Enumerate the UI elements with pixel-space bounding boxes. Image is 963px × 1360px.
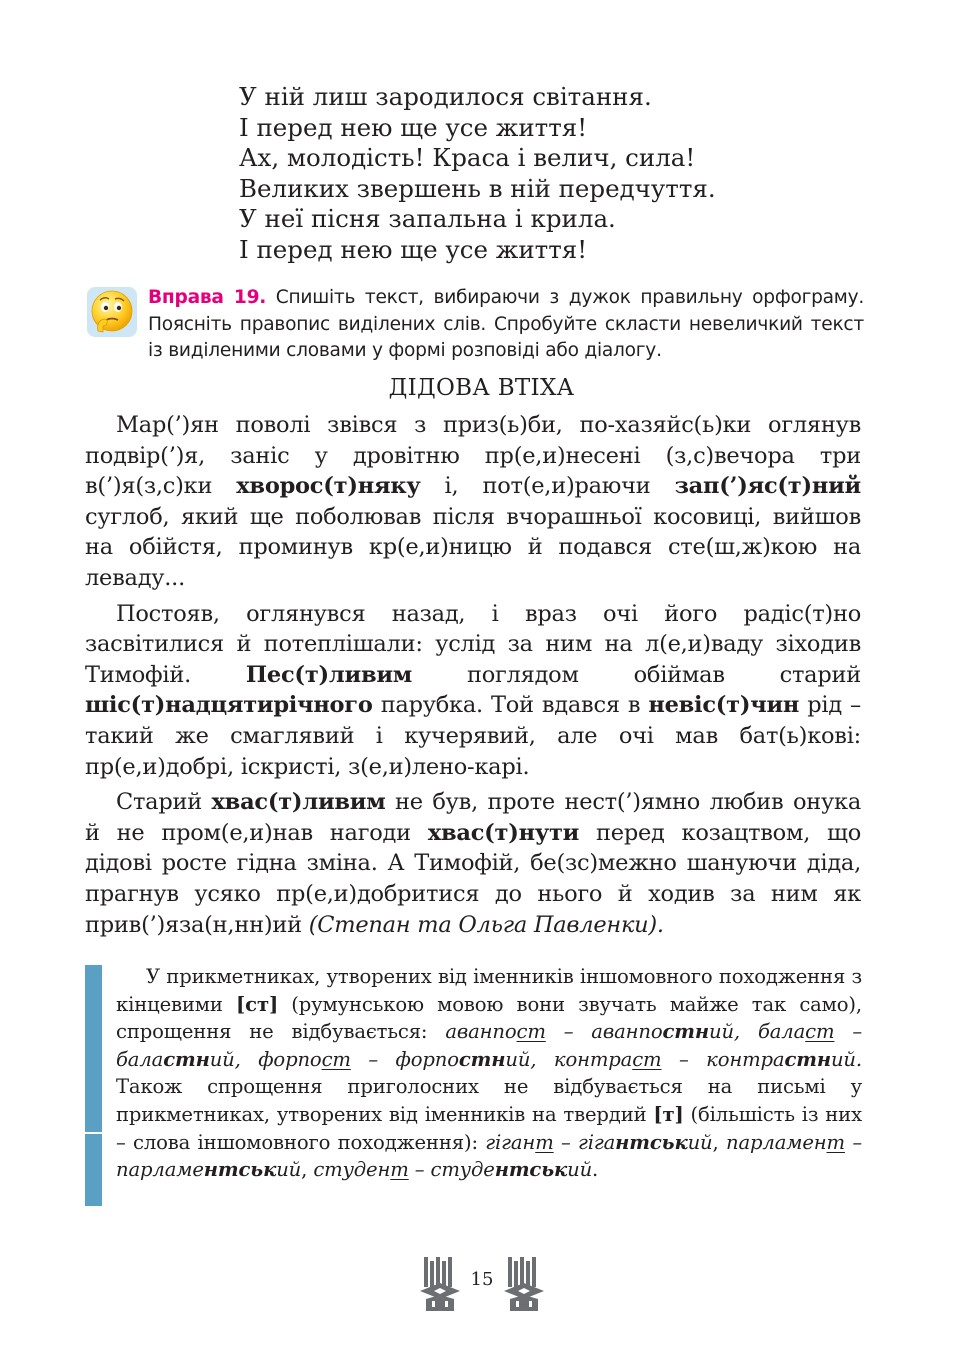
bold-cluster: стн	[458, 1047, 506, 1071]
example-part: парламе	[116, 1158, 204, 1182]
text-run: рід – такий же смаглявий і кучерявий, але очі мав бат(ь)кові: пр(е,и)добрі, іскристі, з(е,и)лено-карі.	[85, 692, 862, 780]
text-run: парубка. Той вдався в	[372, 692, 649, 719]
example-pair	[313, 1158, 592, 1181]
text-run: і, пот(е,и)раючи	[420, 473, 675, 500]
underlined-ending: ст	[321, 1047, 351, 1071]
exercise-instruction	[148, 285, 864, 365]
underlined-ending: ст	[516, 1020, 546, 1044]
poem	[239, 82, 716, 265]
highlighted-word: хвас(т)ливим	[211, 789, 386, 816]
underlined-ending: ст	[632, 1047, 662, 1071]
example-part: –	[545, 1020, 592, 1044]
bold-cluster: стн	[784, 1047, 831, 1071]
example-part: студен	[313, 1158, 391, 1182]
story-title: ДІДОВА ВТІХА	[388, 375, 575, 401]
poem-line: У неї пісня запальна і крила.	[239, 204, 616, 233]
page-footer	[0, 1255, 963, 1315]
poem-line: Великих звершень в ній передчуття.	[239, 173, 716, 203]
example-pair	[445, 1020, 740, 1043]
text-run: Постояв, оглянувся назад, і враз очі його радіс(т)но засвітилися й потеплішали: услід за ним на л(е,и)ваду зіходив Тимофій.	[85, 600, 861, 688]
exercise-text: Спишіть текст, вибираючи з дужок правильну орфограму. Поясніть правопис виділених слів. Спробуйте скласти невеличкий текст із виділеними словами у формі розповіді або діалогу.	[148, 287, 865, 361]
text-run: поглядом обіймав старий	[412, 661, 861, 688]
bold-cluster: нтськ	[494, 1158, 568, 1182]
example-part: контра	[706, 1047, 785, 1071]
poem-line: І перед нею ще усе життя!	[239, 112, 588, 142]
text-run: (більшість із них – слова іншомовного походження):	[116, 1102, 862, 1154]
bold-cluster: стн	[163, 1047, 210, 1071]
page-number: 15	[470, 1269, 494, 1290]
example-part: ий,	[505, 1047, 554, 1071]
example-part: –	[661, 1047, 707, 1071]
rule-accent-bar	[85, 965, 102, 1206]
example-pair	[485, 1131, 712, 1154]
highlighted-word: невіс(т)чин	[648, 692, 800, 719]
example-part: бала	[116, 1047, 164, 1071]
example-part: гіга	[578, 1130, 616, 1154]
example-part: –	[553, 1130, 579, 1154]
example-part: –	[834, 1020, 862, 1044]
example-part: –	[350, 1047, 396, 1071]
bold-cluster: нтськ	[203, 1158, 277, 1182]
example-part: бала	[757, 1020, 806, 1044]
text-run: перед козацтвом, що дідові росте гідна зміна. А Тимофій, бе(зс)межно шануючи діда, прагнув усяко пр(е,и)добритися до нього й ходив за ним як прив(’)яза(н,нн)ий	[85, 819, 862, 938]
underlined-ending: т	[826, 1130, 845, 1154]
thinking-emoji-icon	[86, 286, 138, 338]
rule-text	[116, 963, 862, 1184]
text-run: ,	[712, 1130, 726, 1154]
example-part: форпо	[258, 1047, 322, 1071]
text-run: не був, проте нест(’)ямно любив онука й не пром(е,и)нав нагоди	[85, 789, 861, 846]
highlighted-word: зап(’)яс(т)ний	[674, 473, 861, 500]
poem-line: Ах, молодість! Краса і велич, сила!	[239, 143, 696, 172]
example-part: ий.	[830, 1047, 862, 1071]
poem-line: У ній лиш зародилося світання.	[239, 82, 652, 111]
text-run: Також спрощення приголосних не відбувається на письмі у прикметниках, утворених від іменників на твердий	[116, 1075, 862, 1126]
exercise-label: Вправа 19.	[148, 287, 267, 308]
embroidery-ornament-icon	[418, 1255, 462, 1313]
highlighted-word: Пес(т)ливим	[245, 661, 413, 688]
spelling-rule-box	[116, 963, 862, 1184]
text-run: Старий	[116, 789, 212, 816]
example-part: контра	[553, 1047, 633, 1071]
story-source: (Степан та Ольга Павленки).	[308, 911, 664, 938]
story-paragraph	[85, 599, 861, 783]
story-paragraph	[85, 410, 861, 594]
poem-line: І перед нею ще усе життя!	[239, 234, 588, 264]
story-text	[85, 410, 861, 945]
example-part: аванпо	[445, 1020, 517, 1044]
example-part: форпо	[395, 1047, 459, 1071]
underlined-ending: т	[535, 1130, 554, 1154]
example-part: –	[844, 1130, 862, 1154]
example-part: ий,	[209, 1047, 259, 1071]
text-run: суглоб, який ще поболював після вчорашньої косовиці, вийшов на обійстя, проминув кр(е,и)ницю й подався сте(ш,ж)кою на леваду...	[85, 503, 861, 591]
text-run: Мар(’)ян поволі звівся з приз(ь)би, по-хазяйс(ь)ки оглянув подвір(’)я, заніс у дровітню пр(е,и)несені (з,с)вечора три в(’)я(з,с)ки	[85, 412, 861, 500]
example-part: гіган	[485, 1130, 536, 1154]
underlined-ending: т	[390, 1158, 409, 1182]
text-run: ,	[301, 1158, 314, 1182]
example-part: ий	[567, 1158, 593, 1182]
example-part: студе	[430, 1158, 495, 1182]
sound-group: [т]	[653, 1102, 684, 1126]
embroidery-ornament-icon	[502, 1255, 546, 1313]
example-part: парламен	[725, 1130, 827, 1154]
underlined-ending: ст	[805, 1020, 835, 1044]
bold-cluster: нтськ	[615, 1130, 688, 1154]
highlighted-word: хвас(т)нути	[427, 819, 580, 846]
example-part: ий	[687, 1130, 713, 1154]
highlighted-word: хворос(т)няку	[236, 473, 421, 500]
bold-cluster: стн	[662, 1020, 709, 1044]
sound-group: [ст]	[236, 992, 279, 1016]
example-part: ий,	[708, 1020, 741, 1044]
accent-bar-divider	[85, 1132, 102, 1134]
example-part: –	[408, 1158, 431, 1182]
story-paragraph	[85, 787, 861, 940]
text-run: .	[592, 1158, 599, 1182]
example-part: ий	[276, 1158, 302, 1182]
example-part: аванпо	[591, 1020, 663, 1044]
text-run: (румунською мовою вони звучать майже так само), спрощення не відбувається:	[116, 992, 862, 1044]
text-run: У прикметниках, утворених від іменників іншомовного походження з кінцевими	[116, 965, 862, 1016]
highlighted-word: шіс(т)надцятирічного	[85, 692, 373, 719]
